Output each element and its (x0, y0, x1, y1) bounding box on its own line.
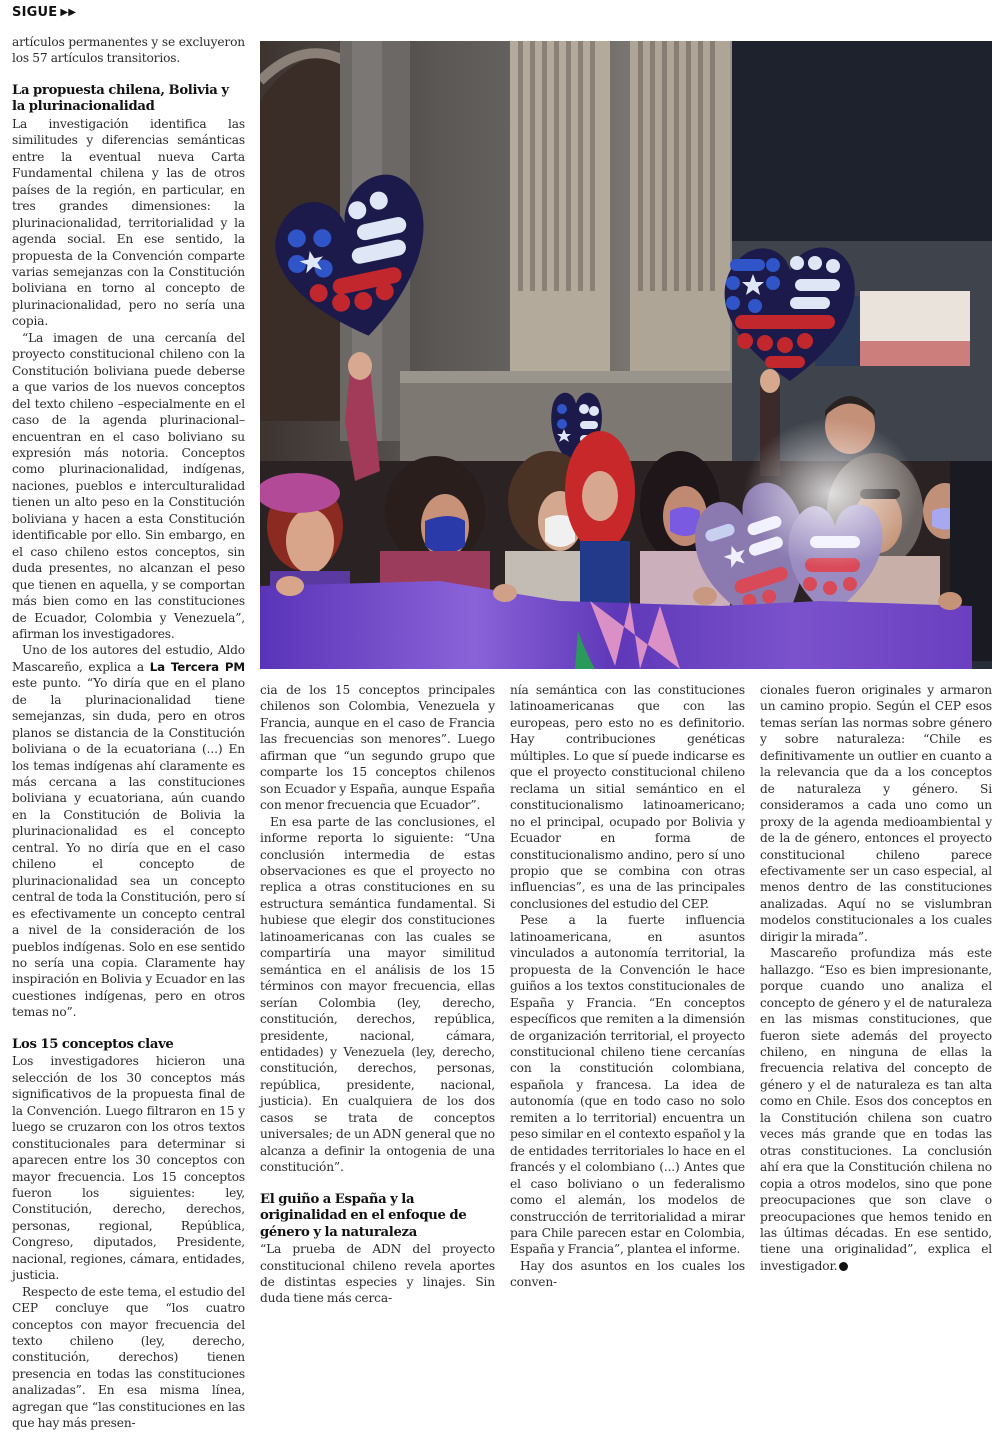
section-heading: El guiño a España y la originalidad en el enfoque de género y la naturaleza (260, 1191, 467, 1240)
paragraph-text: Mascareño profundiza más este hallazgo. “Eso es bien impresionante, porque cuando uno analiza el concepto de género y el de naturaleza en las mismas constituciones, que fueron siete además del proyecto chileno, en ninguna de ellas la frecuencia relativa del concepto de género y el de naturaleza es tan alta como en Chile. Esos dos conceptos en la Constitución chilena son cuatro veces más grande que en todas las otras constituciones. La conclusión ahí era que la Constitución chilena no copia a otros modelos, sino que pone preocupaciones que son clave o preocupaciones que hemos tenido en las últimas décadas. En ese sentido, tiene una originalidad”, explica el investigador. (760, 946, 992, 1273)
paragraph: Hay dos asuntos en los cuales los conven- (510, 1258, 745, 1290)
paragraph: “La imagen de una cercanía del proyecto constitucional chileno con la Constitución boliviana puede deberse a que varios de los nuevos conceptos del texto chileno –especialmente en el caso de la agenda plurinacional– encuentran en el caso boliviano su expresión más notoria. Conceptos como plurinacionalidad, indígenas, naciones, pueblos e interculturalidad tienen un alto peso en la Constitución boliviana y hacen a esta Constitución identificable por ello. Sin embargo, en el caso chileno estos conceptos, sin duda presentes, no alcanzan el peso que tienen en aquella, y se comportan más bien como en las constituciones de Ecuador, Colombia y Venezuela”, afirman los investigadores. (12, 330, 245, 641)
end-of-article-icon (839, 1262, 848, 1271)
section-heading: La propuesta chilena, Bolivia y la plurinacionalidad (12, 82, 229, 115)
paragraph (12, 642, 245, 1020)
continue-label: SIGUE (12, 5, 58, 20)
article-column-2 (260, 682, 495, 1307)
double-arrow-icon: ▶▶ (60, 7, 77, 18)
paragraph (760, 945, 992, 1274)
article-column-3 (510, 682, 745, 1291)
paragraph: Pese a la fuerte influencia latinoamericana, en asuntos vinculados a autonomía territorial, la propuesta de la Convención le hace guiños a los textos constitucionales de España y Francia. “En conceptos específicos que remiten a la dimensión de organización territorial, el proyecto constitucional chileno tiene cercanías con la constitución colombiana, española y francesa. La idea de autonomía (que en todo caso no solo remiten a lo territorial) encuentra un peso similar en el contexto español y la de entidades territoriales lo hace en el francés y el colombiano (...) Antes que el caso boliviano o un federalismo como el alemán, los modelos de construcción de territorialidad a mirar para Chile parecen estar en Colombia, España y Francia”, plantea el informe. (510, 913, 745, 1257)
paragraph: Respecto de este tema, el estudio del CEP concluye que “los cuatro conceptos con mayor frecuencia del texto chileno (ley, derecho, constitución, derechos) tienen presencia en todas las constituciones analizadas”. En esa misma línea, agregan que “las constituciones en las que hay más presen- (12, 1284, 245, 1431)
article-column-1 (12, 34, 245, 1432)
paragraph: “La prueba de ADN del proyecto constitucional chileno revela aportes de distintas especies y linajes. Sin duda tiene más cerca- (260, 1242, 495, 1306)
article-photo (260, 41, 992, 669)
publication-name: La Tercera PM (149, 659, 245, 674)
paragraph: cia de los 15 conceptos principales chilenos son Colombia, Venezuela y Francia, aunque en el caso de Francia las frecuencias son menores”. Luego afirman que “un segundo grupo que comparte los 15 conceptos chilenos son Ecuador y España, aunque España con menor frecuencia que Ecuador”. (260, 683, 495, 813)
paragraph: La investigación identifica las similitudes y diferencias semánticas entre la eventual nueva Carta Fundamental chilena y las de otros países de la región, en particular, en tres grandes dimensiones: la plurinacionalidad, territorialidad y la agenda social. En ese sentido, la propuesta de la Convención comparte varias semejanzas con la Constitución boliviana en torno al concepto de plurinacionalidad, pero no sería una copia. (12, 116, 245, 329)
continue-marker (12, 5, 76, 20)
paragraph: nía semántica con las constituciones latinoamericanas que con las europeas, pero esto no es definitorio. Hay contribuciones genéticas múltiples. Lo que sí puede indicarse es que el proyecto constitucional chileno reclama un sitial semántico en el constitucionalismo latinoamericano; no el principal, ocupado por Bolivia y Ecuador en forma de constitucionalismo andino, pero sí uno propio que se combina con otras influencias”, es una de las principales conclusiones del estudio del CEP. (510, 683, 745, 911)
section-heading: Los 15 conceptos clave (12, 1036, 174, 1052)
paragraph: Los investigadores hicieron una selección de los 30 conceptos más significativos de la propuesta final de la Convención. Luego filtraron en 15 y luego se cruzaron con los otros textos constitucionales para determinar si aparecen entre los 30 conceptos con mayor frecuencia. Los 15 conceptos fueron los siguientes: ley, Constitución, derecho, derechos, personas, regional, República, Congreso, diputados, Presidente, nacional, regiones, cámara, entidades, justicia. (12, 1054, 245, 1283)
paragraph: artículos permanentes y se excluyeron los 57 artículos transitorios. (12, 35, 245, 66)
paragraph: cionales fueron originales y armaron un camino propio. Según el CEP esos temas serían las normas sobre género y sobre naturaleza: “Chile es definitivamente un outlier en cuanto a la relevancia que da a los conceptos de naturaleza y género. Si consideramos a cada uno como un proxy de la agenda medioambiental y de la de género, entonces el proyecto constitucional chileno parece efectivamente ser un caso especial, al menos dentro de las constituciones analizadas. Aquí no se vislumbran modelos constitucionales a los cuales dirigir la mirada”. (760, 683, 992, 944)
paragraph-text: Uno de los autores del estudio, Aldo Mascareño, explica a (12, 643, 245, 674)
paragraph: En esa parte de las conclusiones, el informe reporta lo siguiente: “Una conclusión intermedia de estas observaciones es que el proyecto no replica a otras constituciones en su estructura semántica fundamental. Si hubiese que elegir dos constituciones latinoamericanas con las cuales se compartiría una mayor similitud semántica en el análisis de los 15 términos con mayor frecuencia, ellas serían Colombia (ley, derecho, constitución, derechos, república, presidente, nacional, cámara, entidades) y Venezuela (ley, derecho, constitución, derechos, personas, república, presidente, nacional, justicia). En cualquiera de los dos casos se trata de conceptos universales; de un ADN general que no alcanza a definir la ontogenia de una constitución”. (260, 814, 495, 1175)
paragraph-text: este punto. “Yo diría que en el plano de la plurinacionalidad tiene semejanzas, sin duda, pero en otros planos se distancia de la Constitución boliviana o de la ecuatoriana (...) En los temas indígenas ahí claramente es más cercana a las constituciones boliviana y ecuatoriana, aún cuando en la Constitución de Bolivia la plurinacionalidad es el concepto central. Yo no diría que en el caso chileno el concepto de plurinacionalidad sea un concepto central de toda la Constitución, pero sí es efectivamente un concepto central a nivel de la consideración de los pueblos indígenas. Solo en ese sentido no sería una copia. Claramente hay inspiración en Bolivia y Ecuador en las cuestiones indígenas, pero en otros temas no”. (12, 676, 245, 1020)
article-column-4 (760, 682, 992, 1274)
